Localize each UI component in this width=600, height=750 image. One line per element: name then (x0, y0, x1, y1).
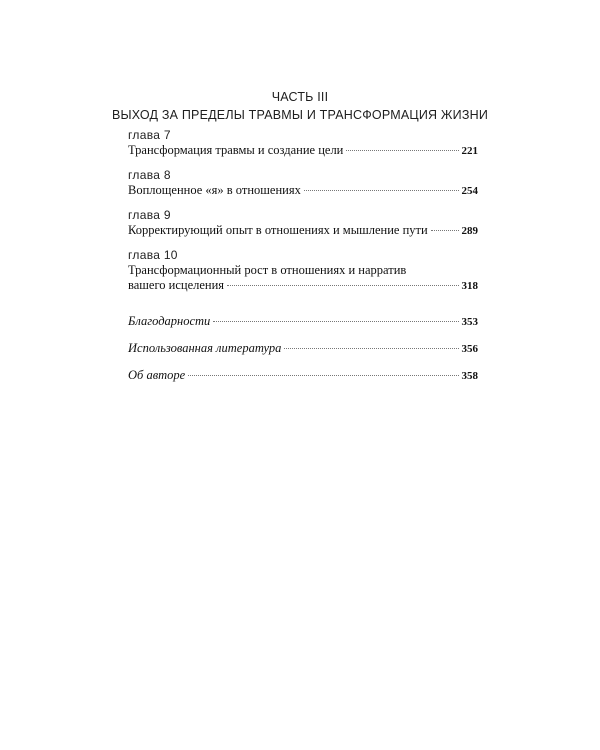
page-number: 356 (461, 343, 478, 355)
back-matter-title: Об авторе (128, 368, 186, 382)
dot-leader (213, 321, 458, 322)
chapter-label: глава 10 (128, 248, 178, 262)
dot-leader (284, 348, 458, 349)
toc-acknowledgements[interactable] (128, 314, 478, 330)
page-number: 318 (461, 280, 478, 292)
chapter-title-line-1: Трансформационный рост в отношениях и нарратив (128, 263, 407, 277)
part-title: ВЫХОД ЗА ПРЕДЕЛЫ ТРАВМЫ И ТРАНСФОРМАЦИЯ ЖИЗНИ (111, 108, 489, 122)
chapter-title-line-2: вашего исцеления (128, 278, 225, 292)
back-matter (128, 314, 478, 384)
toc-references[interactable] (128, 341, 478, 357)
toc-chapter-8[interactable] (128, 168, 478, 199)
dot-leader (188, 375, 458, 376)
dot-leader (431, 230, 459, 231)
toc-chapter-9[interactable] (128, 208, 478, 239)
toc-about-author[interactable] (128, 368, 478, 384)
chapter-title: Трансформация травмы и создание цели (128, 143, 344, 157)
back-matter-title: Использованная литература (128, 341, 282, 355)
page-number: 221 (461, 145, 478, 157)
chapter-title: Воплощенное «я» в отношениях (128, 183, 301, 197)
dot-leader (227, 285, 458, 286)
chapter-label: глава 8 (128, 168, 171, 182)
chapter-entry (128, 143, 478, 159)
chapter-label: глава 7 (128, 128, 171, 142)
back-matter-title: Благодарности (128, 314, 211, 328)
chapter-title: Корректирующий опыт в отношениях и мышление пути (128, 223, 428, 237)
chapter-label: глава 9 (128, 208, 171, 222)
page-number: 353 (461, 316, 478, 328)
dot-leader (346, 150, 458, 151)
part-label: ЧАСТЬ III (271, 90, 329, 104)
chapter-entry (128, 263, 478, 294)
page-number: 289 (461, 225, 478, 237)
dot-leader (304, 190, 459, 191)
toc-chapter-7[interactable] (128, 128, 478, 159)
page-number: 254 (461, 185, 478, 197)
chapter-entry (128, 183, 478, 199)
table-of-contents (128, 128, 478, 395)
chapter-entry (128, 223, 478, 239)
toc-chapter-10[interactable] (128, 248, 478, 294)
page-number: 358 (461, 370, 478, 382)
